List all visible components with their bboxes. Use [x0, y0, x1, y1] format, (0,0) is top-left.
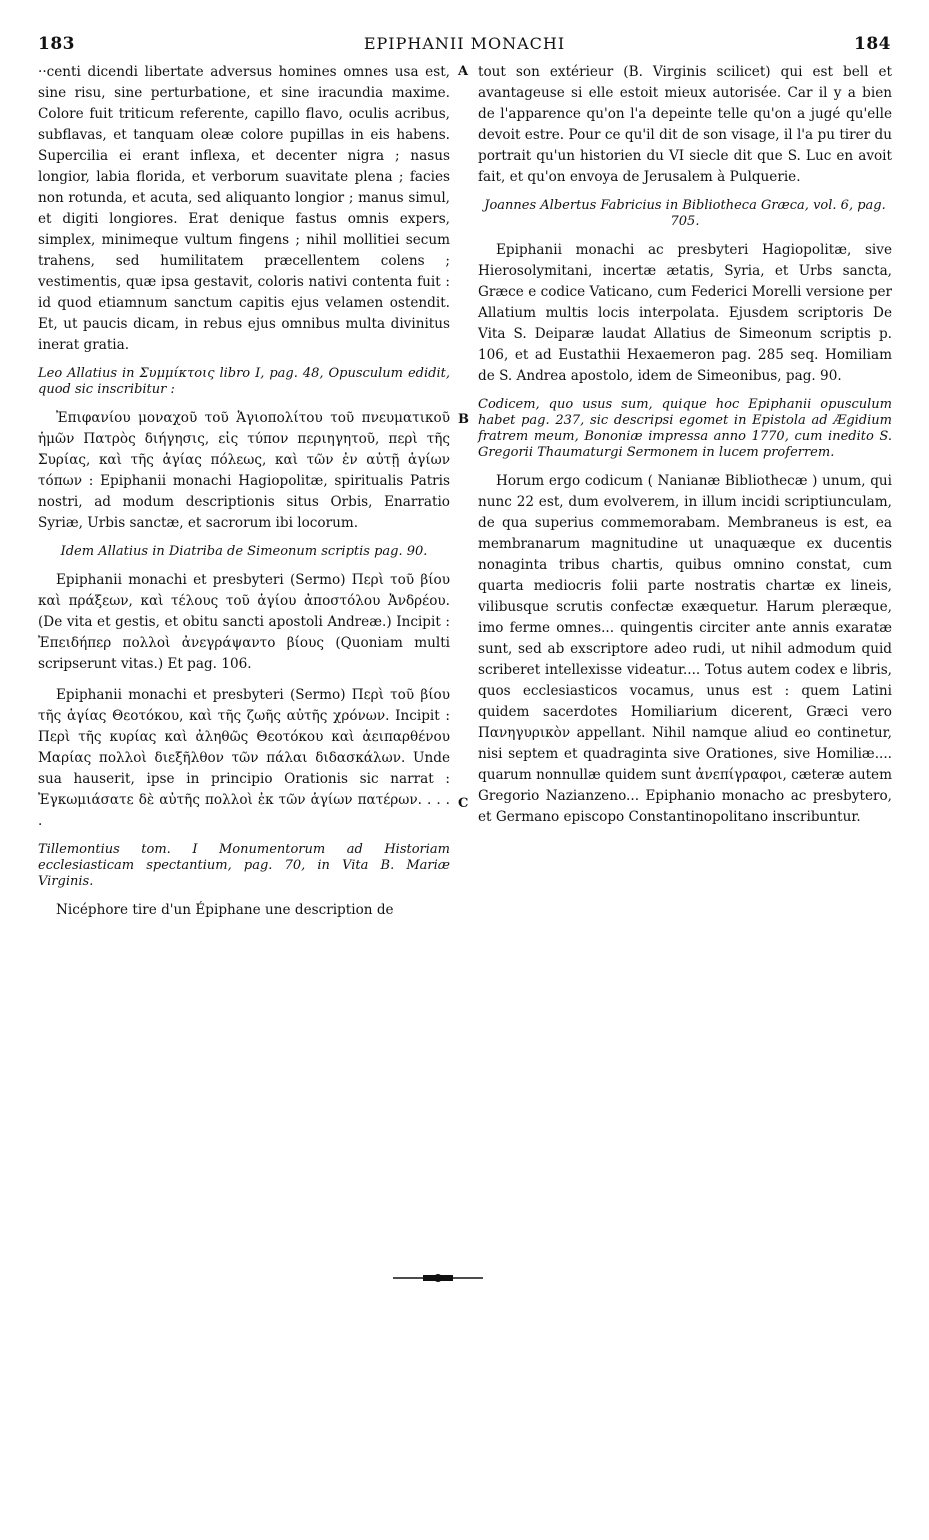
citation-allatius-diatriba: Idem Allatius in Diatriba de Simeonum scriptis pag. 90.	[60, 544, 428, 559]
paragraph-nicephore: Nicéphore tire d'un Épiphane une description de	[56, 902, 394, 918]
paragraph-epiphanius-title: Ἐπιφανίου μοναχοῦ τοῦ Ἁγιοπολίτου τοῦ πνευματικοῦ ἡμῶν Πατρὸς διήγησις, εἰς τύπον περιηγητοῦ, περὶ τῆς Συρίας, καὶ τῆς ἁγίας πόλεως, καὶ τῶν ἐν αὐτῇ ἁγίων τόπων : Epiphanii monachi Hagiopolitæ, spiritualis Patris nostri, ad modum descriptionis situs Orbis, Enarratio Syriæ, Urbis sanctæ, et sacrorum ibi locorum.	[38, 410, 450, 531]
citation-tillemontius: Tillemontius tom. I Monumentorum ad Historiam ecclesiasticam spectantium, pag. 70, in Vita B. Mariæ Virginis.	[38, 842, 450, 889]
paragraph-sermo-andrea: Epiphanii monachi et presbyteri (Sermo) Περὶ τοῦ βίου καὶ πράξεων, καὶ τέλους τοῦ ἁγίου ἀποστόλου Ἀνδρέου. (De vita et gestis, et obitu sancti apostoli Andreæ.) Incipit : Ἐπειδήπερ πολλοὶ ἀνεγράψαντο βίους (Quoniam multi scripserunt vitas.) Et pag. 106.	[38, 572, 450, 672]
paragraph-sermo-theotokos: Epiphanii monachi et presbyteri (Sermo) Περὶ τοῦ βίου τῆς ἁγίας Θεοτόκου, καὶ τῆς ζωῆς αὐτῆς χρόνων. Incipit : Περὶ τῆς κυρίας καὶ ἀληθῶς Θεοτόκου καὶ ἀειπαρθένου Μαρίας πολλοὶ διεξῆλθον τῶν πάλαι διδασκάλων. Unde sua hauserit, ipse in principio Orationis sic narrat : Ἐγκωμιάσατε δὲ αὐτῆς πολλοὶ ἐκ τῶν ἁγίων πατέρων. . . . .	[38, 687, 450, 829]
margin-letter-c: C	[458, 796, 469, 811]
paragraph-codicem: Codicem, quo usus sum, quique hoc Epiphanii opusculum habet pag. 237, sic descripsi egomet in Epistola ad Ægidium fratrem meum, Bononiæ impressa anno 1770, cum inedito S. Gregorii Thaumaturgi Sermonem in lucem proferrem.	[478, 397, 892, 460]
left-column	[38, 62, 450, 931]
paragraph-french-continuation: tout son extérieur (B. Virginis scilicet) qui est bell et avantageuse si elle estoit mieux autorisée. Car il y a bien de l'apparence qu'on l'a depeinte telle qu'on a jugé qu'elle devoit estre. Pour ce qu'il dit de son visage, il l'a pu tirer du portrait qu'un historien du VI siecle dit que S. Luc en avoit fait, et qu'on envoya de Jerusalem à Pulquerie.	[478, 64, 892, 185]
left-page-number: 183	[38, 34, 75, 54]
right-page-number: 184	[854, 34, 891, 54]
paragraph-description: ··centi dicendi libertate adversus homines omnes usa est, sine risu, sine perturbatione, et sine iracundia maxime. Colore fuit triticum referente, capillo flavo, oculis acribus, subflavas, et tanquam oleæ colore pupillas in eis habens. Supercilia ei erant inflexa, et decenter nigra ; nasus longior, labia florida, et verborum suavitate plena ; facies non rotunda, et acuta, sed aliquanto longior ; manus simul, et digiti longiores. Erat denique fastus omnis expers, simplex, minimeque vultum fingens ; nihil mollitiei secum trahens, sed humilitatem præcellentem colens ; vestimentis, quæ ipsa gestavit, coloris nativi contenta fuit : id quod etiamnum sanctum capitis ejus velamen ostendit. Et, ut paucis dicam, in rebus ejus omnibus multa divinitus inerat gratia.	[38, 64, 450, 353]
citation-fabricius: Joannes Albertus Fabricius in Bibliotheca Græca, vol. 6, pag. 705.	[484, 198, 886, 229]
end-ornament-icon	[393, 1274, 483, 1282]
margin-letter-a: A	[458, 64, 469, 79]
paragraph-horum-codicum: Horum ergo codicum ( Nanianæ Bibliothecæ ) unum, qui nunc 22 est, dum evolverem, in illum incidi scriptiunculam, de qua superius commemorabam. Membraneus is est, ea membranarum magnitudine ut unaquæque ex ducentis nonaginta tribus chartis, quibus omnino constat, cum quarta mediocris folii parte nostratis chartæ ex lineis, vilibusque scrutis confectæ exæquetur. Harum pleræque, imo ferme omnes... quingentis circiter ante annis exaratæ sunt, sed ab exscriptore adeo rudi, ut nihil admodum quid scriberet intellexisse videatur.... Totus autem codex e libris, quos ecclesiasticos vocamus, unus est : quem Latini quidem sacerdotes Homiliarium dicerent, Græci vero Πανηγυρικὸν appellant. Nihil namque aliud eo continetur, nisi septem et quadraginta sive Orationes, sive Homiliæ.... quarum nonnullæ quidem sunt ἀνεπίγραφοι, cæteræ autem Gregorio Nazianzeno... Epiphanio monacho ac presbytero, et Germano episcopo Constantinopolitano inscribuntur.	[478, 473, 892, 825]
margin-letter-b: B	[458, 412, 469, 427]
right-column	[478, 62, 892, 838]
paragraph-hagiopolita: Epiphanii monachi ac presbyteri Hagiopolitæ, sive Hierosolymitani, incertæ ætatis, Syria, et Urbs sancta, Græce e codice Vaticano, cum Federici Morelli versione per Allatium multis locis interpolata. Ejusdem scriptoris De Vita S. Deiparæ laudat Allatius de Simeonum scriptis p. 106, et ad Eustathii Hexaemeron pag. 285 seq. Homiliam de S. Andrea apostolo, idem de Simeonibus, pag. 90.	[478, 242, 892, 384]
citation-allatius: Leo Allatius in Συμμίκτοις libro I, pag. 48, Opusculum edidit, quod sic inscribitur :	[38, 366, 450, 397]
running-title: EPIPHANII MONACHI	[363, 34, 566, 53]
